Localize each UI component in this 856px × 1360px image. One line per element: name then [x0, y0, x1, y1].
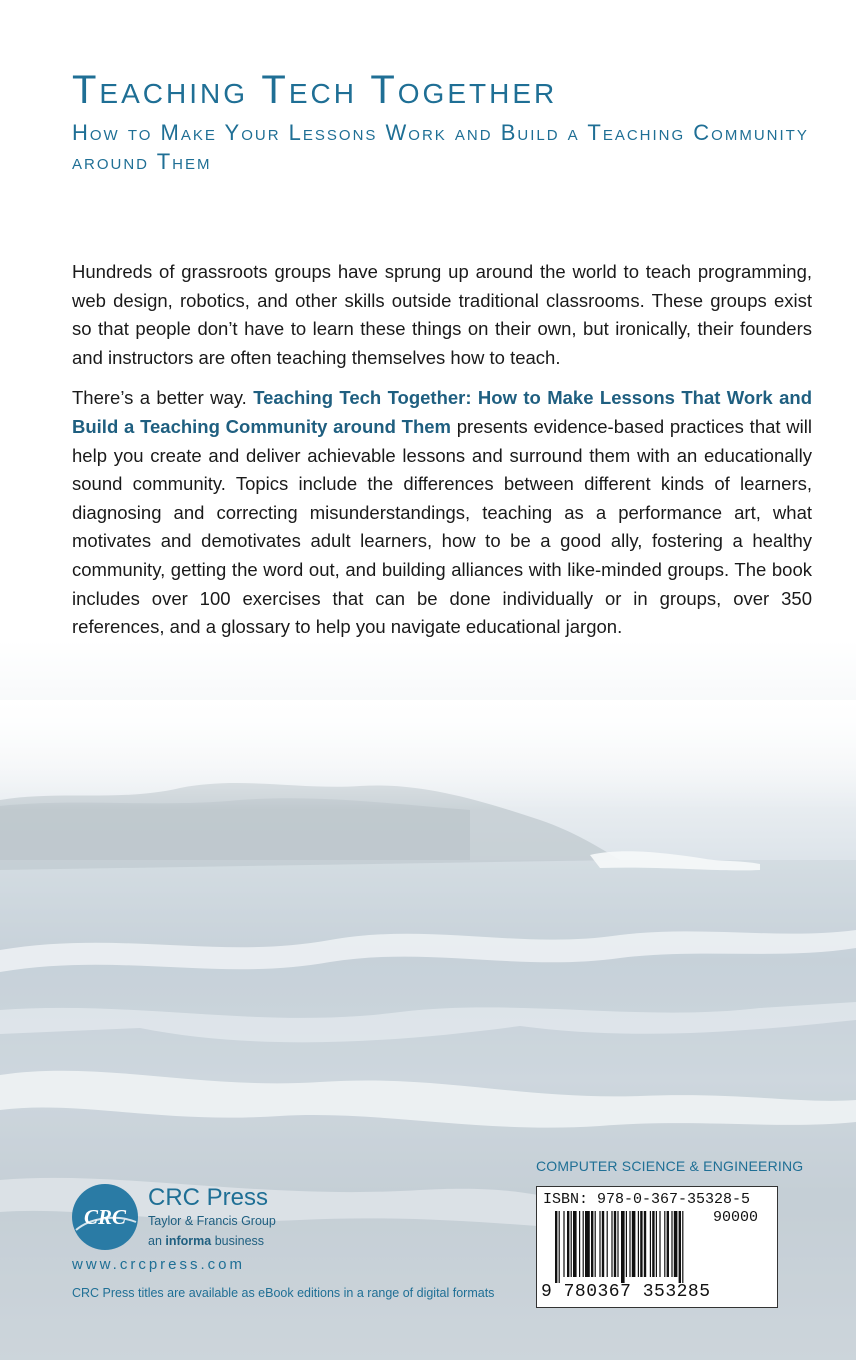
publisher-name: CRC Press: [148, 1184, 269, 1211]
business-prefix: an: [148, 1234, 166, 1248]
barcode-bar: [585, 1211, 590, 1277]
ean-digits: 9 780367 353285: [541, 1282, 711, 1302]
barcode-bar: [573, 1211, 577, 1277]
barcode-bar: [559, 1211, 560, 1283]
subject-category: COMPUTER SCIENCE & ENGINEERING: [536, 1158, 804, 1174]
blurb-paragraph-2-rest: presents evidence-based practices that will help you create and deliver achievable lessons and surround them with an educationally sound community. Topics include the differences between different kinds of learners, diagnosing and correcting misunderstandings, teaching as a performance art, what motivates and demotivates adult learners, how to be a good ally, fostering a healthy community, getting the word out, and building alliances with like-minded groups. The book includes over 100 exercises that can be done individually or in groups, over 350 references, and a glossary to help you navigate educational jargon.: [72, 415, 812, 638]
book-subtitle: How to Make Your Lessons Work and Build a Teaching Community around Them: [72, 120, 809, 174]
barcode-bar: [682, 1211, 683, 1283]
blurb-paragraph-2-intro: There’s a better way.: [72, 387, 254, 409]
barcode-bar: [632, 1211, 636, 1277]
barcode-bar: [602, 1211, 604, 1277]
barcode-bars: [555, 1211, 770, 1283]
blurb-paragraph-2: [72, 384, 812, 641]
barcode-bar: [650, 1211, 651, 1277]
barcode-bar: [656, 1211, 657, 1277]
barcode-bar: [671, 1211, 672, 1277]
barcode-bar: [644, 1211, 646, 1277]
barcode-bar: [591, 1211, 593, 1277]
isbn-label: ISBN: 978-0-367-35328-5: [543, 1191, 751, 1208]
back-cover-blurb: [72, 258, 812, 654]
barcode-bar: [638, 1211, 639, 1277]
publisher-group: Taylor & Francis Group: [148, 1214, 276, 1228]
informa-brand: informa: [165, 1234, 212, 1248]
ebook-note: CRC Press titles are available as eBook editions in a range of digital formats: [72, 1286, 495, 1300]
barcode-bar: [599, 1211, 600, 1277]
blurb-paragraph-1: Hundreds of grassroots groups have sprung up around the world to teach programming, web design, robotics, and other skills outside traditional classrooms. These groups exist so that people don’t have to learn these things on their own, but ironically, their founders and instructors are often teaching themselves how to teach.: [72, 261, 812, 368]
barcode-bar: [674, 1211, 678, 1277]
barcode-bar: [614, 1211, 616, 1277]
publisher-url[interactable]: www.crcpress.com: [72, 1256, 246, 1273]
barcode-bar: [652, 1211, 654, 1277]
barcode-bar: [629, 1211, 630, 1277]
barcode-bar: [571, 1211, 572, 1277]
barcode-bar: [579, 1211, 580, 1277]
book-title: Teaching Tech Together: [72, 68, 558, 112]
business-suffix: business: [211, 1234, 265, 1248]
barcode-bar: [583, 1211, 584, 1277]
barcode-bar: [611, 1211, 612, 1277]
barcode-bar: [607, 1211, 608, 1277]
blurb-book-title-bold: Teaching Tech Together: How to Make Lessons That Work and Build a Teaching Community around Them: [72, 387, 812, 437]
barcode-bar: [621, 1211, 625, 1283]
barcode-bar: [595, 1211, 596, 1277]
barcode-bar: [563, 1211, 564, 1277]
barcode-bar: [626, 1211, 627, 1277]
publisher-business-line: [148, 1234, 264, 1248]
barcode-bar: [659, 1211, 660, 1277]
barcode-bar: [667, 1211, 669, 1277]
barcode-bar: [555, 1211, 557, 1283]
barcode-bar: [567, 1211, 569, 1277]
price-code: 90000: [713, 1209, 759, 1226]
barcode-bar: [617, 1211, 618, 1277]
isbn-barcode: [536, 1186, 778, 1308]
barcode-bar: [640, 1211, 642, 1277]
crc-logo-icon: [70, 1182, 140, 1252]
barcode-bar: [679, 1211, 681, 1283]
crc-logo-text: CRC: [83, 1205, 127, 1229]
barcode-bar: [664, 1211, 665, 1277]
